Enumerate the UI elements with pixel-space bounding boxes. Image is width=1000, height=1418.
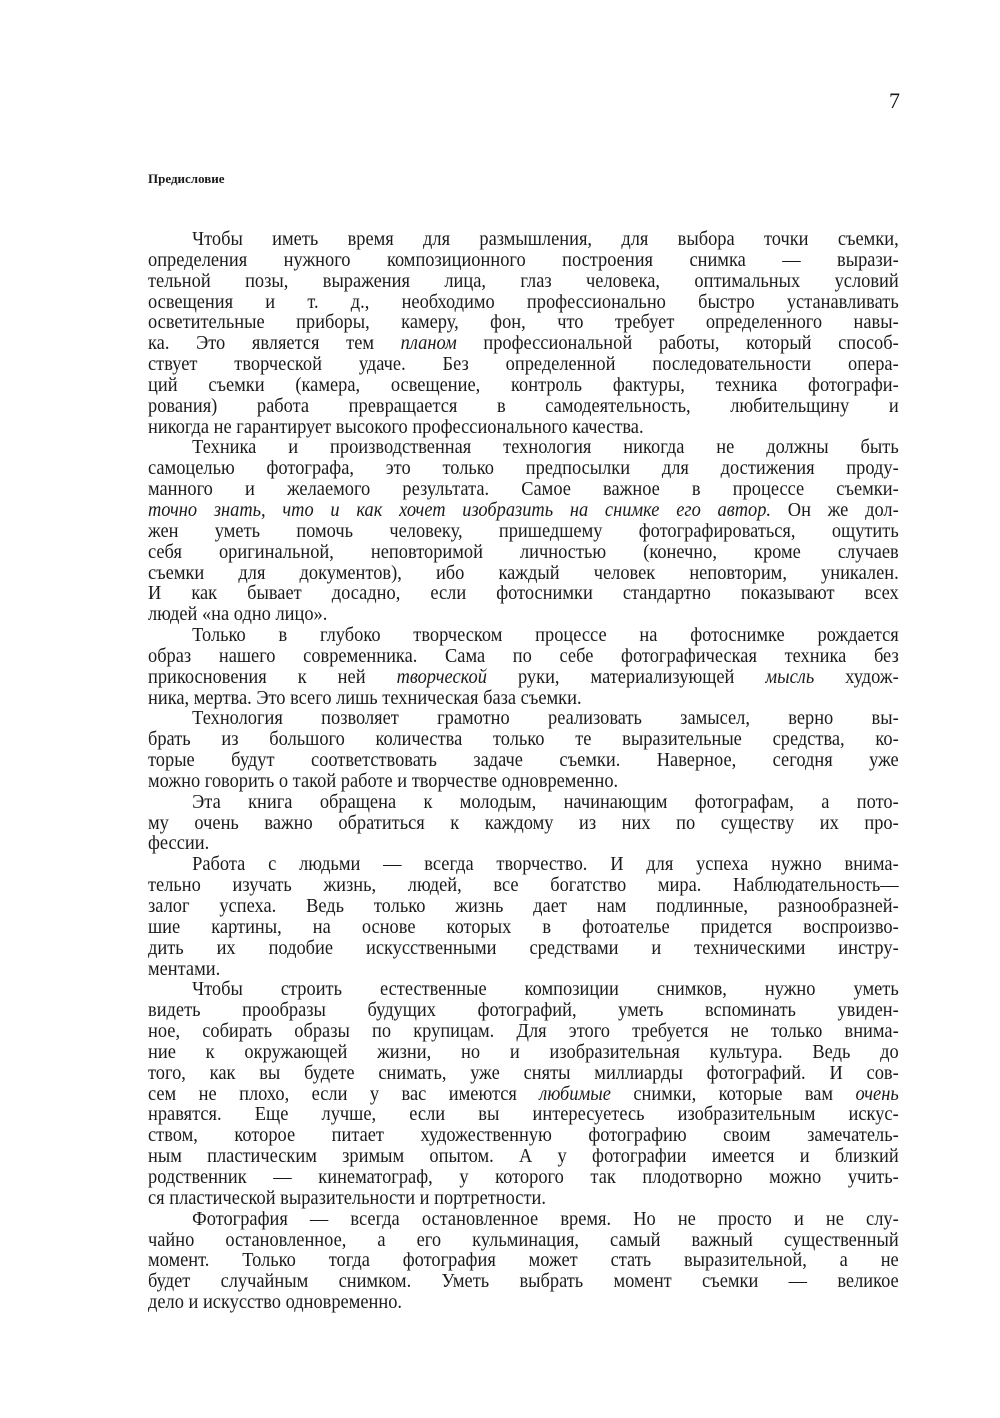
text-line: ством, которое питает художественную фотографию своим замечатель- [148, 1124, 899, 1147]
emphasis: мысль [765, 665, 815, 688]
text-line: дить их подобие искусственными средствами и техническими инстру- [148, 936, 899, 959]
text-line: сем не плохо, если у вас имеются любимые снимки, которые вам очень [148, 1082, 899, 1105]
text-line: момент. Только тогда фотография может стать выразительной, а не [148, 1249, 899, 1272]
text-line: ное, собирать образы по крупицам. Для этого требуется не только внима- [148, 1020, 899, 1043]
paragraph [148, 854, 899, 979]
emphasis: точно знать, что и как хочет изобразить на снимке его автор. [148, 498, 772, 521]
text-line: Чтобы строить естественные композиции снимков, нужно уметь [192, 978, 899, 1001]
text-line: образ нашего современника. Сама по себе фотографическая техника без [148, 644, 899, 667]
text-line: му очень важно обратиться к каждому из них по существу их про- [148, 811, 899, 834]
text-line: прикосновения к ней творческой руки, материализующей мысль худож- [148, 665, 899, 688]
text-line: нравятся. Еще лучше, если вы интересуетесь изобразительным искус- [148, 1103, 899, 1126]
text-line: самоцелью фотографа, это только предпосылки для достижения проду- [148, 457, 899, 480]
text-line: ние к окружающей жизни, но и изобразительная культура. Ведь до [148, 1040, 899, 1063]
text-line: Фотография — всегда остановленное время. Но не просто и не слу- [192, 1207, 899, 1230]
text-line: Техника и производственная технология никогда не должны быть [192, 436, 899, 459]
text-line: освещения и т. д., необходимо профессионально быстро устанавливать [148, 290, 899, 313]
paragraph [148, 1209, 899, 1313]
text-line: никогда не гарантирует высокого профессионального качества. [148, 415, 644, 438]
text-line: Работа с людьми — всегда творчество. И для успеха нужно внима- [192, 853, 899, 876]
emphasis: планом [400, 332, 457, 355]
page-number: 7 [889, 88, 900, 113]
emphasis: любимые [539, 1082, 611, 1105]
text-line: того, как вы будете снимать, уже сняты миллиарды фотографий. И сов- [148, 1061, 899, 1084]
paragraph [148, 229, 899, 437]
text-line: ся пластической выразительности и портретности. [148, 1186, 546, 1209]
text-line: рования) работа превращается в самодеятельность, любительщину и [148, 394, 899, 417]
body-text [148, 229, 899, 1313]
text-line: Только в глубоко творческом процессе на фотоснимке рождается [192, 624, 899, 647]
text-line: дело и искусство одновременно. [148, 1291, 403, 1314]
paragraph [148, 437, 899, 625]
text-line: Эта книга обращена к молодым, начинающим фотографам, а пото- [192, 790, 899, 813]
text-line: тельной позы, выражения лица, глаз человека, оптимальных условий [148, 269, 899, 292]
paragraph [148, 792, 899, 855]
text-line: чайно остановленное, а его кульминация, самый важный существенный [148, 1228, 899, 1251]
text-line: ка. Это является тем планом профессиональной работы, который способ- [148, 332, 899, 355]
text-line: будет случайным снимком. Уметь выбрать момент съемки — великое [148, 1270, 899, 1293]
text-line: можно говорить о такой работе и творчестве одновременно. [148, 769, 619, 792]
text-line: залог успеха. Ведь только жизнь дает нам подлинные, разнообразней- [148, 895, 899, 917]
text-line: фессии. [148, 832, 210, 855]
text-line: родственник — кинематограф, у которого так плодотворно можно учить- [148, 1165, 899, 1188]
text-line: манного и желаемого результата. Самое важное в процессе съемки- [148, 478, 899, 501]
text-line: ным пластическим зримым опытом. А у фотографии имеется и близкий [148, 1145, 899, 1168]
text-line: И как бывает досадно, если фотоснимки стандартно показывают всех [148, 582, 899, 605]
emphasis: творческой [396, 665, 487, 688]
text-line: Технология позволяет грамотно реализовать замысел, верно вы- [192, 707, 899, 730]
paragraph [148, 708, 899, 791]
text-line: тельно изучать жизнь, людей, все богатство мира. Наблюдательность— [148, 874, 899, 897]
paragraph [148, 625, 899, 708]
text-line: съемки для документов), ибо каждый человек неповторим, уникален. [148, 561, 899, 584]
text-line: ментами. [148, 957, 221, 980]
text-line: ника, мертва. Это всего лишь техническая база съемки. [148, 686, 582, 709]
text-line: людей «на одно лицо». [148, 603, 328, 626]
text-line: осветительные приборы, камеру, фон, что требует определенного навы- [148, 311, 899, 334]
text-line: видеть прообразы будущих фотографий, уметь вспоминать увиден- [148, 999, 899, 1022]
text-line: ций съемки (камера, освещение, контроль фактуры, техника фотографи- [148, 373, 899, 396]
paragraph [148, 979, 899, 1208]
text-line: жен уметь помочь человеку, пришедшему фотографироваться, ощутить [148, 519, 899, 542]
text-line: шие картины, на основе которых в фотоателье придется воспроизво- [148, 915, 899, 938]
text-line: торые будут соответствовать задаче съемки. Наверное, сегодня уже [148, 749, 899, 772]
text-line: определения нужного композиционного построения снимка — вырази- [148, 248, 899, 271]
text-line: точно знать, что и как хочет изобразить на снимке его автор. Он же дол- [148, 498, 899, 521]
emphasis: очень [855, 1082, 899, 1105]
text-line: Чтобы иметь время для размышления, для выбора точки съемки, [192, 228, 899, 250]
text-line: ствует творческой удаче. Без определенной последовательности опера- [148, 353, 899, 376]
text-line: брать из большого количества только те выразительные средства, ко- [148, 728, 899, 751]
text-line: себя оригинальной, неповторимой личностью (конечно, кроме случаев [148, 540, 899, 563]
section-title: Предисловие [148, 171, 225, 186]
